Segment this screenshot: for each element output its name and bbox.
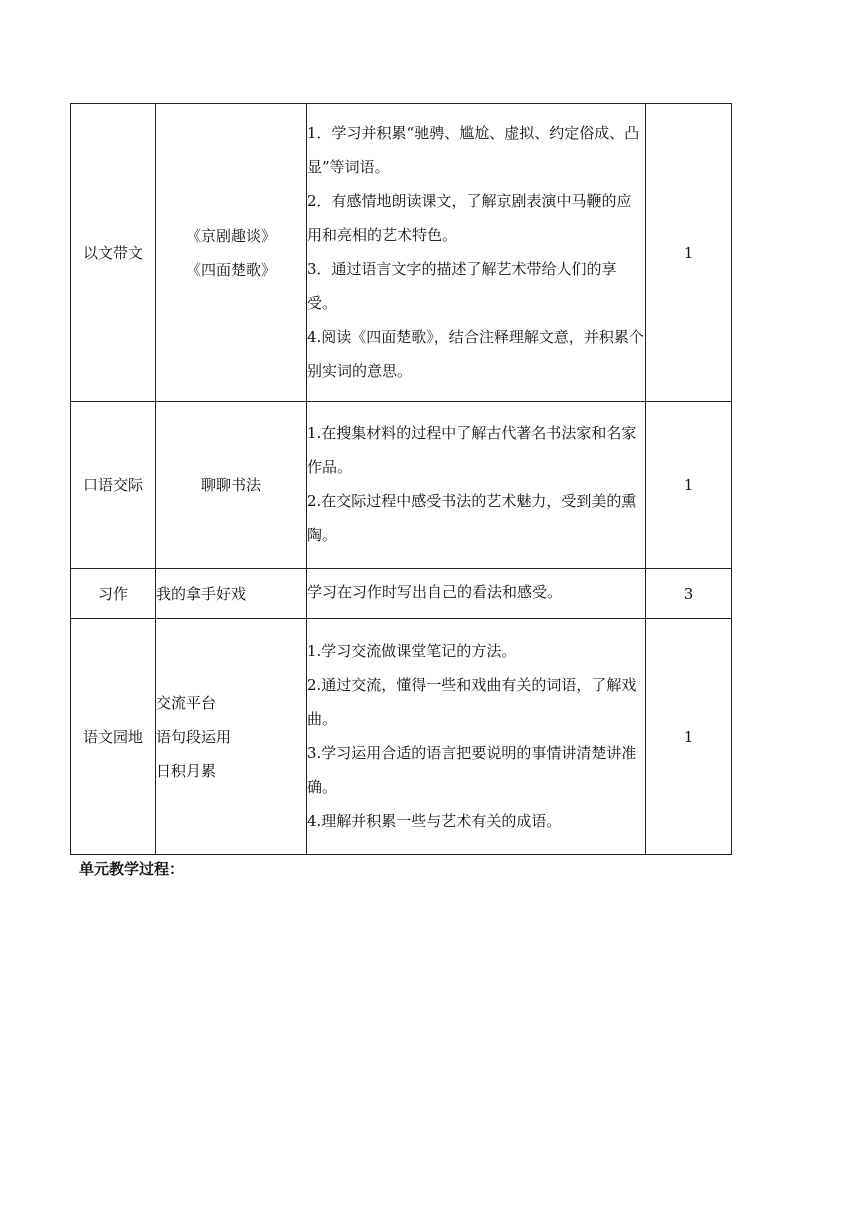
- lesson-content-cell: [156, 402, 307, 569]
- lesson-goal: 1．学习并积累“驰骋、尴尬、虚拟、约定俗成、凸显”等词语。: [307, 123, 640, 176]
- lesson-hours-value: 1: [683, 727, 694, 746]
- lesson-goal: 2.通过交流，懂得一些和戏曲有关的词语，了解戏曲。: [307, 675, 637, 728]
- lesson-goals-cell: [307, 402, 646, 569]
- lesson-goal: 3.学习运用合适的语言把要说明的事情讲清楚讲准确。: [307, 743, 637, 796]
- lesson-hours-value: 1: [683, 476, 694, 494]
- section-heading: 单元教学过程：: [79, 860, 185, 878]
- lesson-goal: 1.在搜集材料的过程中了解古代著名书法家和名家作品。: [307, 424, 637, 476]
- lesson-type-label: 以文带文: [82, 243, 143, 262]
- table-row: [71, 569, 732, 619]
- lesson-hours-cell: [646, 569, 732, 619]
- lesson-type-cell: [71, 402, 156, 569]
- lesson-hours-cell: [646, 619, 732, 855]
- lesson-goal: 1.学习交流做课堂笔记的方法。: [307, 641, 517, 660]
- lesson-content-cell: [156, 104, 307, 402]
- table-row: [71, 619, 732, 855]
- lesson-content-item: 聊聊书法: [200, 476, 261, 494]
- lesson-goal: 4.阅读《四面楚歌》，结合注释理解文意，并积累个别实词的意思。: [307, 327, 644, 380]
- lesson-hours-value: 3: [683, 584, 694, 603]
- lesson-goal: 3．通过语言文字的描述了解艺术带给人们的享受。: [307, 259, 617, 312]
- lesson-goal: 4.理解并积累一些与艺术有关的成语。: [307, 811, 562, 830]
- lesson-content-item: 语句段运用: [156, 727, 232, 746]
- table-row: [71, 402, 732, 569]
- lesson-goals-cell: [307, 569, 646, 619]
- lesson-goal: 2.在交际过程中感受书法的艺术魅力，受到美的熏陶。: [307, 492, 637, 544]
- lesson-content-item: 《四面楚歌》: [185, 260, 276, 279]
- lesson-hours-cell: [646, 402, 732, 569]
- lesson-goal: 学习在习作时写出自己的看法和感受。: [307, 582, 563, 601]
- lesson-goals-cell: [307, 104, 646, 402]
- lesson-goals-cell: [307, 619, 646, 855]
- lesson-hours-cell: [646, 104, 732, 402]
- lesson-content-cell: [156, 569, 307, 619]
- lesson-type-cell: [71, 619, 156, 855]
- lesson-content-item: 我的拿手好戏: [156, 584, 247, 603]
- table-row: [71, 104, 732, 402]
- lesson-hours-value: 1: [683, 243, 694, 262]
- lesson-type-label: 习作: [97, 584, 128, 603]
- lesson-type-cell: [71, 104, 156, 402]
- lesson-content-item: 日积月累: [156, 761, 217, 780]
- lesson-goal: 2．有感情地朗读课文，了解京剧表演中马鞭的应用和亮相的艺术特色。: [307, 191, 632, 244]
- lesson-type-label: 口语交际: [82, 476, 143, 494]
- lesson-content-cell: [156, 619, 307, 855]
- lesson-type-label: 语文园地: [82, 727, 143, 746]
- lesson-type-cell: [71, 569, 156, 619]
- unit-plan-table: [70, 103, 732, 855]
- lesson-content-item: 交流平台: [156, 693, 217, 712]
- lesson-content-item: 《京剧趣谈》: [185, 226, 276, 245]
